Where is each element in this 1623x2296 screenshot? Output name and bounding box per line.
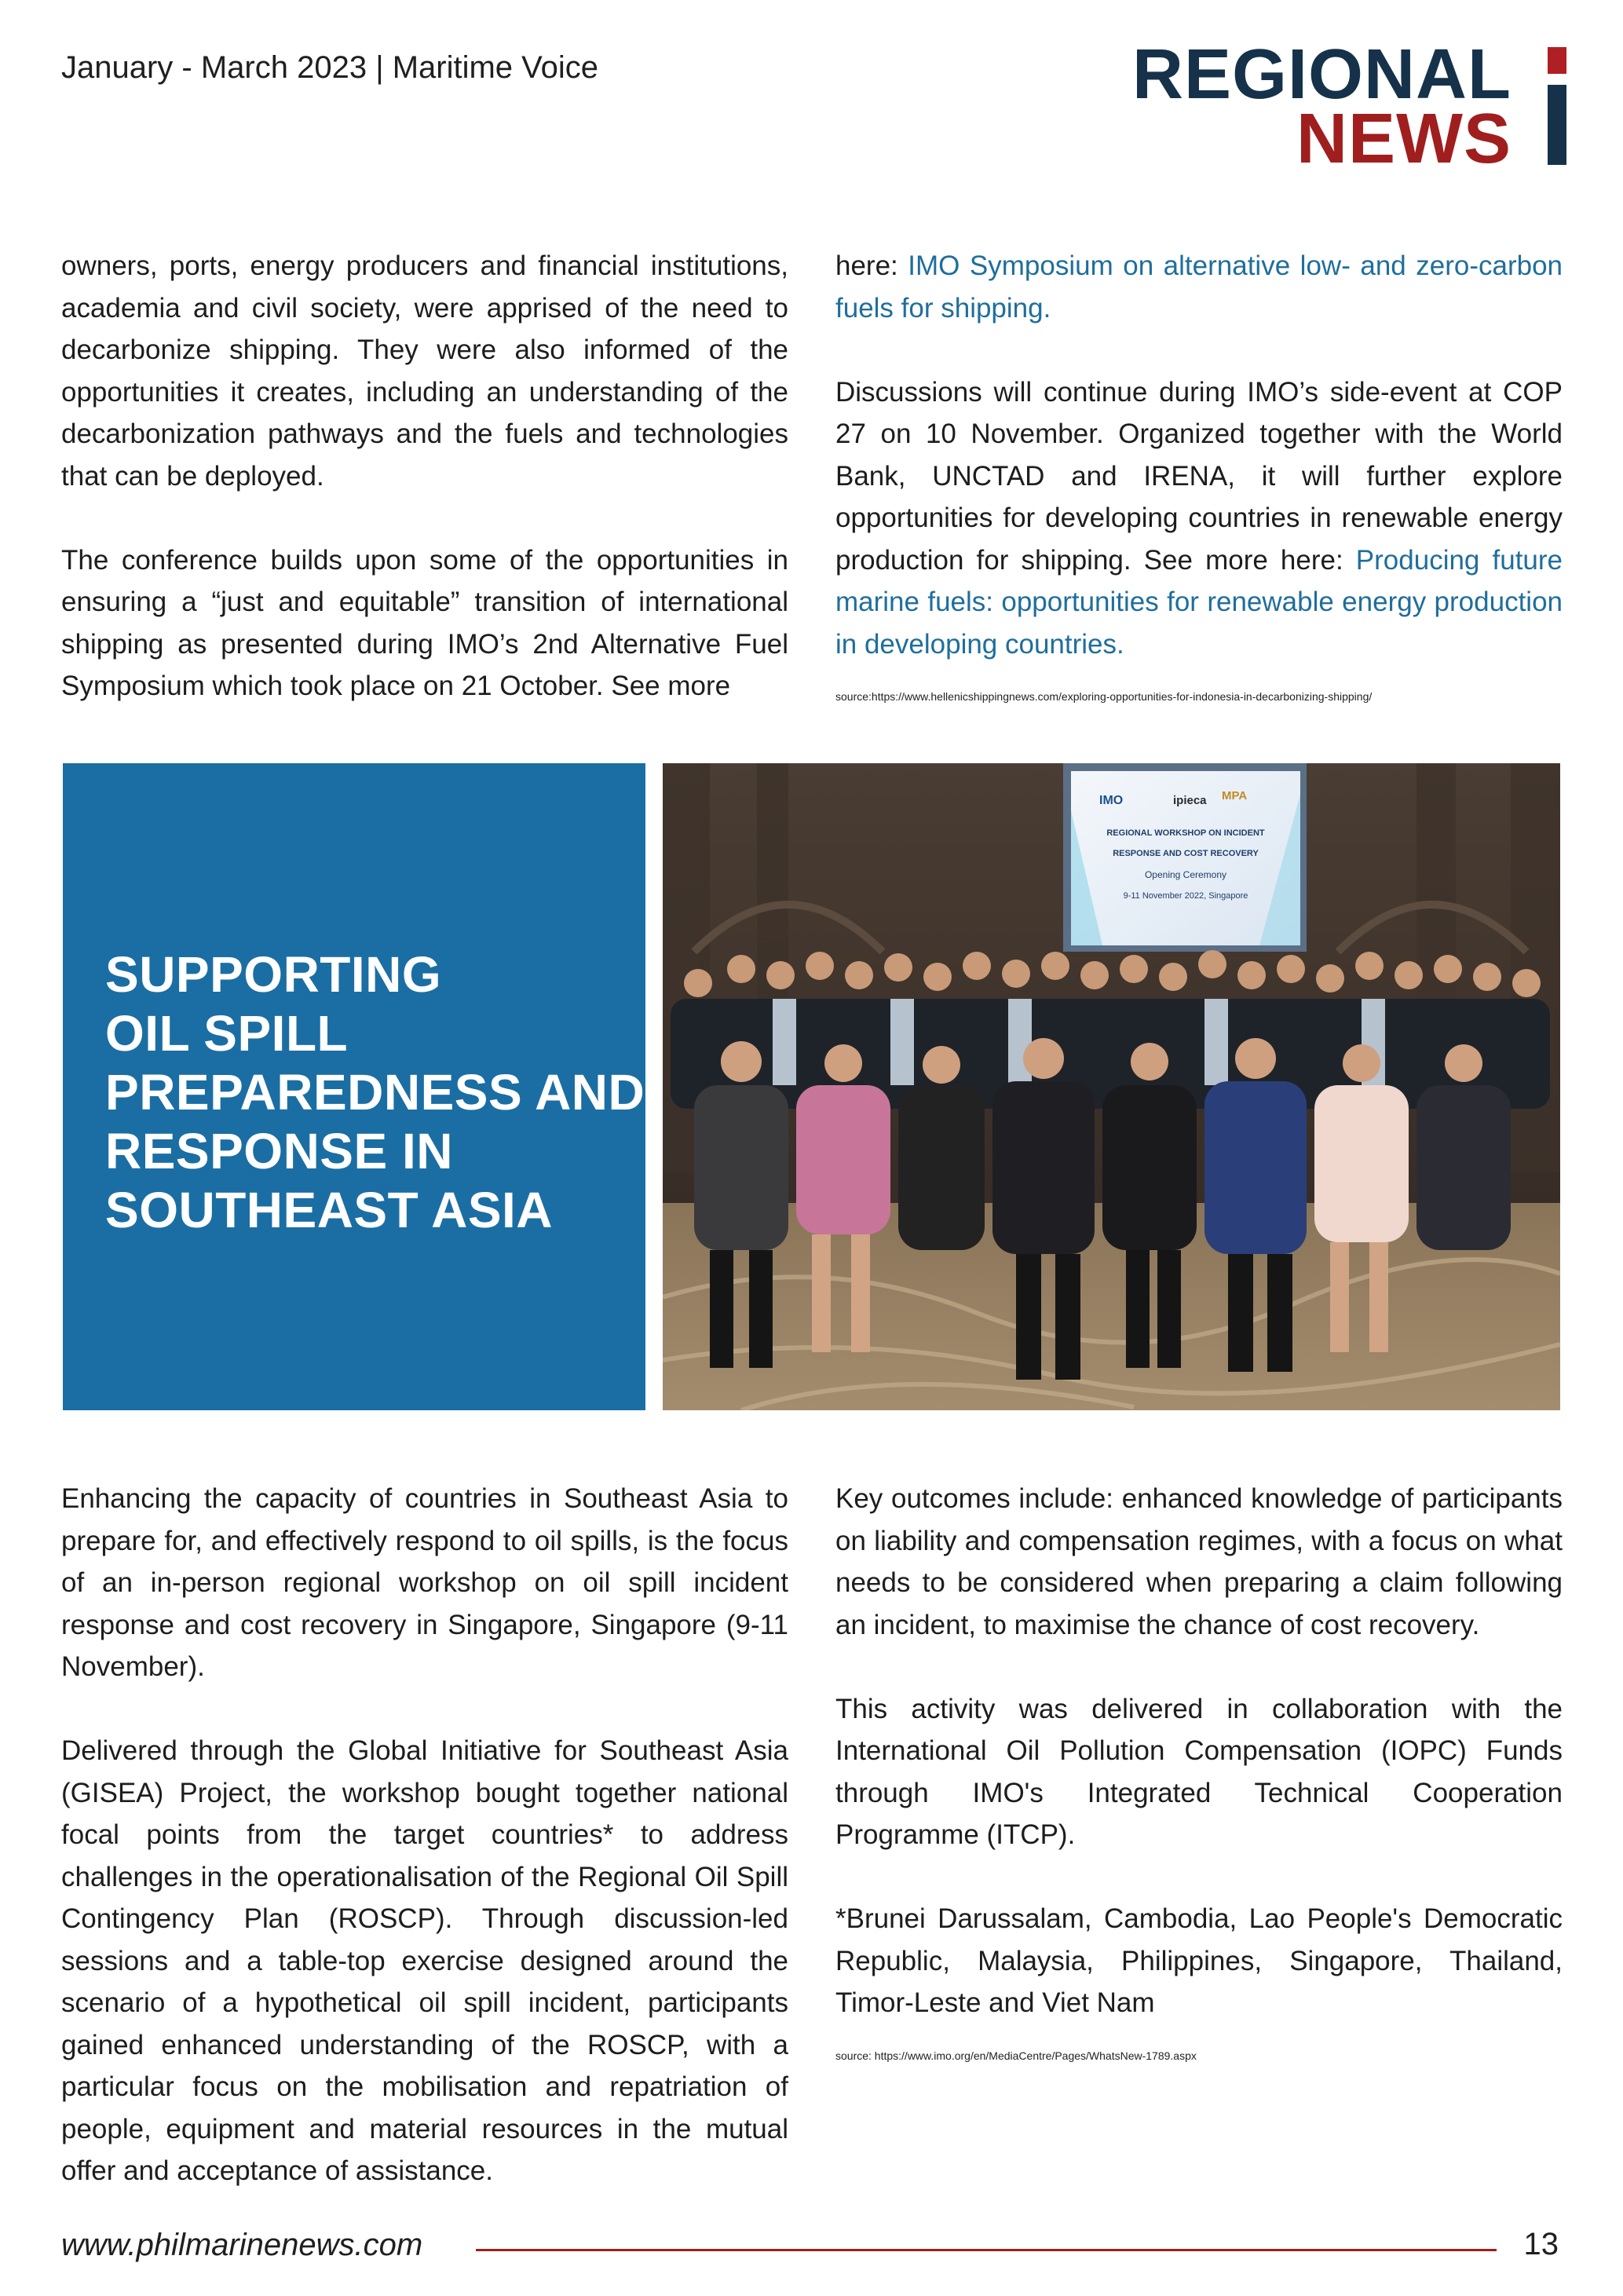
- screen-date: 9-11 November 2022, Singapore: [1123, 891, 1248, 901]
- title-line: SUPPORTING: [105, 946, 442, 1003]
- source-citation: source: https://www.imo.org/en/MediaCentre/Pages/WhatsNew-1789.aspx: [835, 2049, 1197, 2062]
- paragraph: Enhancing the capacity of countries in Southeast Asia to prepare for, and effectively respond to oil spills, is the focus of an in-person regional workshop on oil spill incident response and cost recovery in Singapore, Singapore (9-11 November).: [61, 1483, 788, 1682]
- title-line: SOUTHEAST ASIA: [105, 1182, 553, 1238]
- text: Discussions will continue during IMO’s side-event at COP 27 on 10 November. Organized together with the World Bank, UNCTAD and IRENA, it will further explore opportunities for developing countries in renewable energy production for shipping. See more here:: [835, 376, 1563, 576]
- paragraph: [835, 371, 1563, 666]
- bottom-right-column: [835, 1478, 1563, 2064]
- paragraph: *Brunei Darussalam, Cambodia, Lao People's Democratic Republic, Malaysia, Philippines, Singapore, Thailand, Timor-Leste and Viet Nam: [835, 1903, 1563, 2018]
- link-imo-symposium[interactable]: IMO Symposium on alternative low- and zero-carbon fuels for shipping.: [835, 250, 1563, 324]
- screen-title-line: REGIONAL WORKSHOP ON INCIDENT: [1106, 828, 1265, 838]
- paragraph: owners, ports, energy producers and financial institutions, academia and civil society, were apprised of the need to decarbonize shipping. They were also informed of the opportunities it creates, including an understanding of the decarbonization pathways and the fuels and technologies that can be deployed.: [61, 250, 788, 492]
- source-citation: source:https://www.hellenicshippingnews.com/exploring-opportunities-for-indonesia-in-decarbonizing-shipping/: [835, 690, 1373, 703]
- paragraph: The conference builds upon some of the opportunities in ensuring a “just and equitable” transition of international shipping as presented during IMO’s 2nd Alternative Fuel Symposium which took place on 21 October. See more: [61, 544, 788, 701]
- brand-accent-bar-navy: [1548, 85, 1566, 165]
- group-photo: [663, 763, 1560, 1410]
- feature-title-box: [63, 763, 645, 1410]
- logo-mpa: MPA: [1222, 789, 1248, 803]
- title-line: OIL SPILL: [105, 1005, 349, 1062]
- title-line: PREPAREDNESS AND: [105, 1064, 645, 1121]
- brand-line-regional: REGIONAL: [1131, 35, 1512, 114]
- text: here:: [835, 250, 908, 281]
- footer-divider: [476, 2249, 1497, 2251]
- paragraph: Delivered through the Global Initiative for Southeast Asia (GISEA) Project, the workshop bought together national focal points from the target countries* to address challenges in the operationalisation of the Regional Oil Spill Contingency Plan (ROSCP). Through discussion-led sessions and a table-top exercise designed around the scenario of a hypothetical oil spill incident, participants gained enhanced understanding of the ROSCP, with a particular focus on the mobilisation and repatriation of people, equipment and material resources in the mutual offer and acceptance of assistance.: [61, 1735, 788, 2186]
- page-number: 13: [1523, 2227, 1559, 2261]
- issue-date: January - March 2023 | Maritime Voice: [61, 50, 599, 85]
- bottom-left-column: [61, 1478, 788, 2192]
- screen-subtitle: Opening Ceremony: [1144, 869, 1227, 880]
- link-producing-future-marine-fuels[interactable]: Producing future marine fuels: opportunities for renewable energy production in developing countries.: [835, 544, 1563, 660]
- brand-accent-bar-red: [1548, 47, 1566, 74]
- title-line: RESPONSE IN: [105, 1123, 453, 1179]
- paragraph: This activity was delivered in collaboration with the International Oil Pollution Compensation (IOPC) Funds through IMO's Integrated Technical Cooperation Programme (ITCP).: [835, 1693, 1563, 1850]
- paragraph: [835, 245, 1563, 329]
- logo-ipieca: ipieca: [1173, 794, 1207, 807]
- group-photo-illustration: [663, 763, 1560, 1410]
- section-brand: [1127, 35, 1566, 178]
- top-right-column: [835, 245, 1563, 704]
- brand-line-news: NEWS: [1296, 100, 1512, 178]
- paragraph: Key outcomes include: enhanced knowledge of participants on liability and compensation regimes, with a focus on what needs to be considered when preparing a claim following an incident, to maximise the chance of cost recovery.: [835, 1483, 1563, 1640]
- logo-imo: IMO: [1099, 794, 1124, 807]
- top-left-column: [61, 245, 788, 707]
- footer-website-link[interactable]: www.philmarinenews.com: [61, 2228, 423, 2262]
- screen-title-line: RESPONSE AND COST RECOVERY: [1113, 849, 1259, 858]
- feature-title: [105, 945, 645, 1240]
